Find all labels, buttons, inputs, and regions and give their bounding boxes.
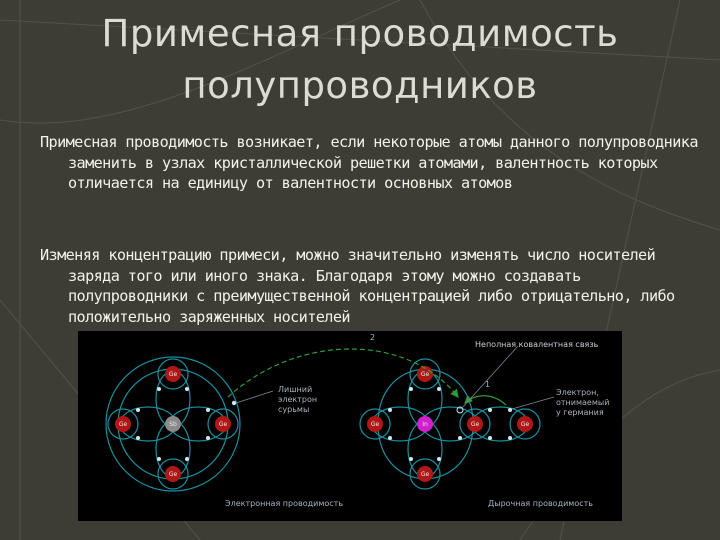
arrow-1 <box>465 396 506 405</box>
caption-electron-conductivity: Электронная проводимость <box>225 499 344 508</box>
label-removed-electron-2: отнимаемый <box>556 398 610 407</box>
label-removed-electron-3: у германия <box>556 408 604 417</box>
atom-ge-mid-right: Ge <box>470 421 480 428</box>
label-extra-electron-2: электрон <box>278 395 318 404</box>
atom-ge-bottom-right: Ge <box>420 471 430 478</box>
caption-hole-conductivity: Дырочная проводимость <box>488 499 593 508</box>
right-lattice <box>360 359 540 489</box>
label-unfilled-bond: Неполная ковалентная связь <box>475 340 599 349</box>
atom-ge-right-left: Ge <box>218 421 228 428</box>
label-removed-electron-1: Электрон, <box>556 388 599 397</box>
title-line-1: Примесная проводимость <box>101 12 619 55</box>
atom-ge-top-left: Ge <box>168 371 178 378</box>
arrow-label-1: 1 <box>485 380 491 389</box>
paragraph-concentration: Изменяя концентрацию примеси, можно значительно изменять число носителей заряда того или иного знака. Благодаря этому можно создавать полупроводники с преимущественной концентрацией либо отрицательно, либо положительно заряженных носителей <box>40 246 675 326</box>
atom-ge-top-right: Ge <box>420 371 430 378</box>
title-line-2: полупроводников <box>182 64 538 107</box>
atom-ge-bottom-left: Ge <box>168 471 178 478</box>
label-extra-electron-1: Лишний <box>278 385 313 394</box>
atom-ge-left-left: Ge <box>118 421 128 428</box>
slide-title <box>0 8 720 112</box>
atom-ge-left-right: Ge <box>370 421 380 428</box>
atom-sb-center: Sb <box>169 421 177 428</box>
arrow-label-2: 2 <box>370 333 376 342</box>
atom-ge-far-right: Ge <box>520 421 530 428</box>
paragraph-impurity-definition: Примесная проводимость возникает, если некоторые атомы данного полупроводника заменить в узлах кристаллической решетки атомами, валентность которых отличается на единицу от валентности основных атомов <box>40 133 698 192</box>
right-electrons <box>388 387 512 461</box>
label-extra-electron-3: сурьмы <box>278 405 310 414</box>
conductivity-diagram <box>78 331 622 521</box>
atom-in-center: In <box>422 421 428 428</box>
